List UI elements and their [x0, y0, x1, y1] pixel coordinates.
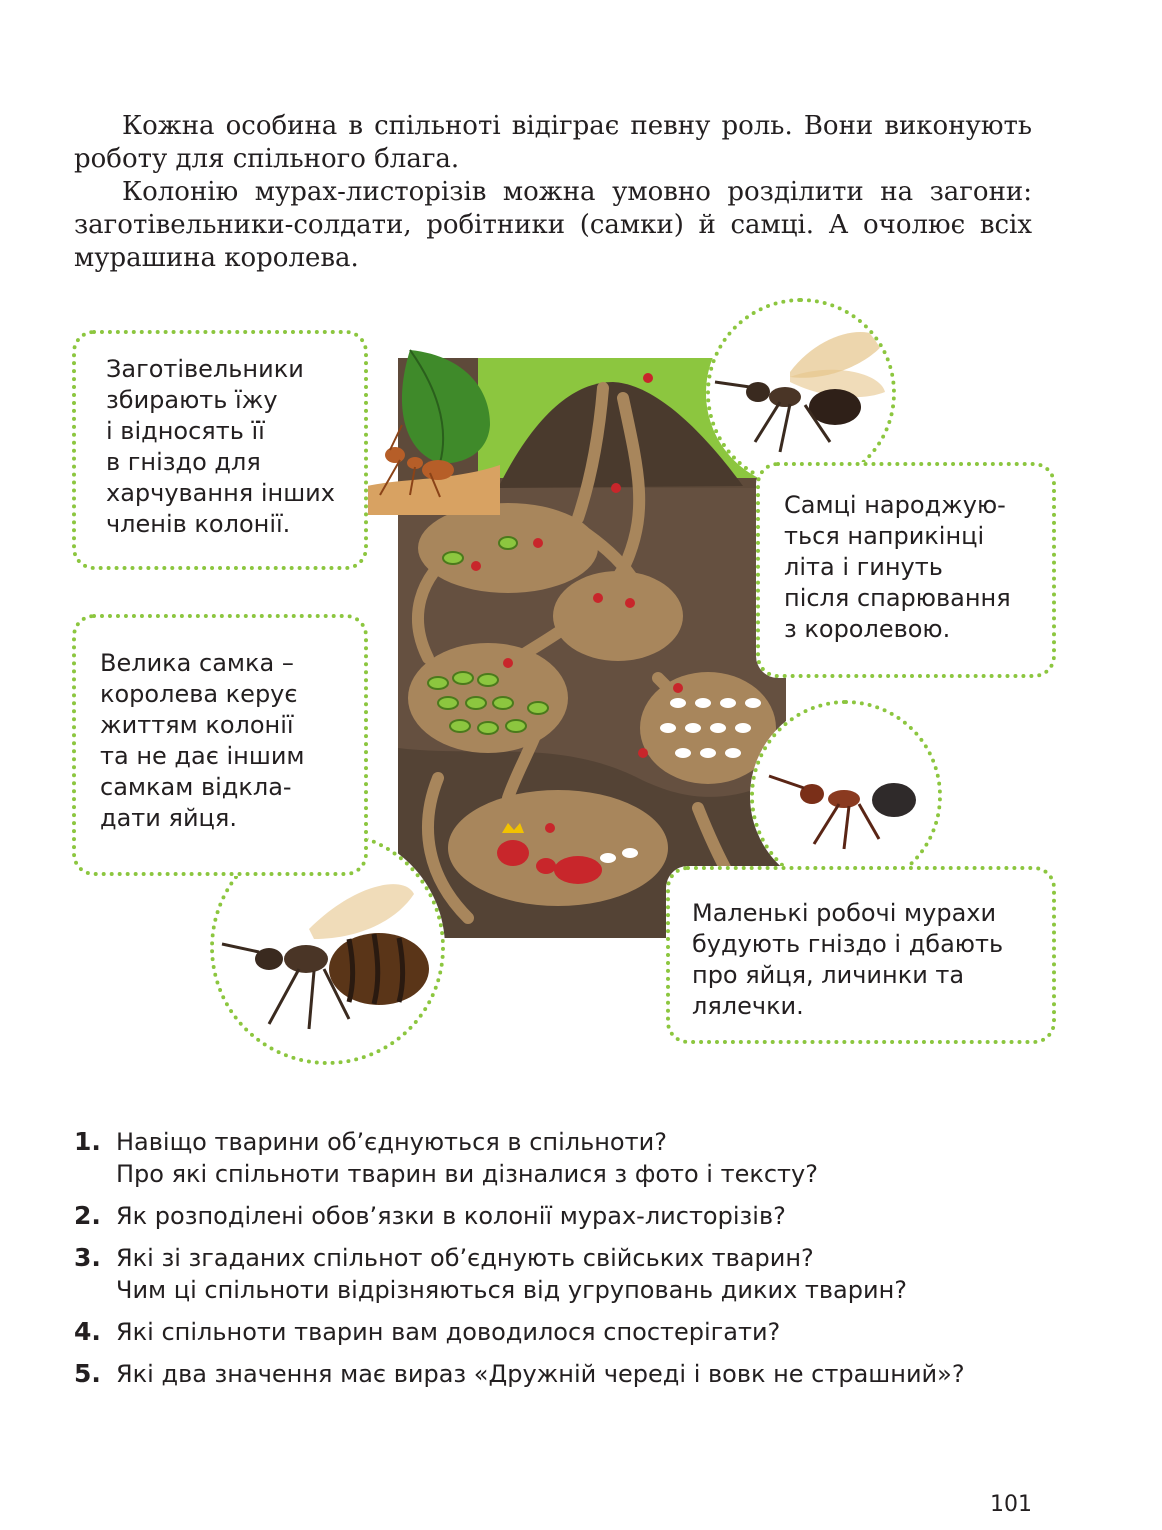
- winged-male-ant-icon: [710, 302, 892, 484]
- gatherers-line-3: і відносять її: [106, 417, 265, 445]
- intro-text: [74, 110, 1032, 275]
- worker-ant-photo: [750, 700, 942, 892]
- workers-line-4: лялечки.: [692, 992, 804, 1020]
- callout-males: [756, 462, 1056, 678]
- question-line: Чим ці спільноти відрізняються від угруповань диких тварин?: [116, 1276, 908, 1304]
- callout-queen: [72, 614, 368, 876]
- question-line: Про які спільноти тварин ви дізналися з фото і тексту?: [116, 1160, 818, 1188]
- queen-line-6: дати яйця.: [100, 804, 237, 832]
- gatherers-line-6: членів колонії.: [106, 510, 291, 538]
- queen-line-2: королева керує: [100, 680, 298, 708]
- male-ant-photo: [706, 298, 896, 488]
- gatherers-text: [106, 354, 356, 540]
- callout-gatherers: [72, 330, 368, 570]
- males-line-3: літа і гинуть: [784, 553, 943, 581]
- workers-text: [692, 898, 1034, 1022]
- question-number: 2.: [74, 1201, 101, 1230]
- question-line: Які спільноти тварин вам доводилося спостерігати?: [116, 1318, 781, 1346]
- questions-list: [74, 1126, 1074, 1400]
- question-line: Які два значення має вираз «Дружній череді і вовк не страшний»?: [116, 1360, 965, 1388]
- intro-paragraph-2: Колонію мурах-листорізів можна умовно розділити на загони: заготівельники-солдати, робітники (самки) й самці. А очолює всіх мурашина королева.: [74, 177, 1032, 273]
- queen-line-3: життям колонії: [100, 711, 294, 739]
- page-number: 101: [990, 1492, 1032, 1517]
- question-line: Які зі згаданих спільнот об’єднують свійських тварин?: [116, 1244, 814, 1272]
- workers-line-2: будують гніздо і дбають: [692, 930, 1004, 958]
- queen-text: [100, 648, 340, 834]
- workers-line-3: про яйця, личинки та: [692, 961, 965, 989]
- question-number: 1.: [74, 1127, 101, 1156]
- question-line: Навіщо тварини об’єднуються в спільноти?: [116, 1128, 667, 1156]
- queen-line-5: самкам відкла-: [100, 773, 292, 801]
- queen-line-4: та не дає іншим: [100, 742, 305, 770]
- gatherers-line-5: харчування інших: [106, 479, 335, 507]
- males-text: [784, 490, 1034, 645]
- workers-line-1: Маленькі робочі мурахи: [692, 899, 997, 927]
- question-number: 5.: [74, 1359, 101, 1388]
- gatherers-line-4: в гніздо для: [106, 448, 261, 476]
- males-line-4: після спарювання: [784, 584, 1011, 612]
- question-item: [74, 1242, 1074, 1306]
- question-number: 3.: [74, 1243, 101, 1272]
- males-line-1: Самці народжую-: [784, 491, 1006, 519]
- intro-paragraph-1: Кожна особина в спільноті відіграє певну роль. Вони виконують роботу для спільного блага.: [74, 111, 1032, 174]
- question-number: 4.: [74, 1317, 101, 1346]
- question-item: [74, 1316, 1074, 1348]
- question-item: [74, 1358, 1074, 1390]
- callout-workers: [666, 866, 1056, 1044]
- question-item: [74, 1200, 1074, 1232]
- queen-line-1: Велика самка –: [100, 649, 294, 677]
- males-line-5: з королевою.: [784, 615, 951, 643]
- gatherers-line-1: Заготівельники: [106, 355, 304, 383]
- gatherers-line-2: збирають їжу: [106, 386, 278, 414]
- males-line-2: ться наприкінці: [784, 522, 985, 550]
- question-line: Як розподілені обов’язки в колонії мурах-листорізів?: [116, 1202, 786, 1230]
- worker-ant-icon: [754, 704, 938, 888]
- question-item: [74, 1126, 1074, 1190]
